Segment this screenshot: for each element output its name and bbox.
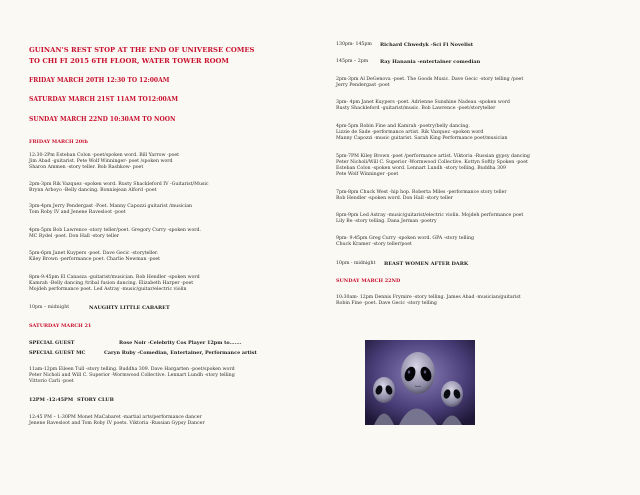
friday-slot-4-line-2: MC Rydel -poet. Don Hall -story teller	[29, 234, 119, 239]
sat-finale-time: 10pm - midnight	[336, 261, 376, 266]
saturday-slot-1-line-3: Vittorio Carli -poet	[29, 379, 74, 384]
title-line-1: GUINAN'S REST STOP AT THE END OF UNIVERSE COMES	[29, 46, 255, 54]
special-guest-label: SPECIAL GUEST	[29, 340, 75, 346]
friday-finale-time: 10pm – midnight	[29, 305, 70, 310]
sat-slot-8pm-line-2: Lily Be -story telling. Dana Jerman -poetry	[336, 219, 437, 224]
friday-slot-3-line-1: 3pm-4pm Jerry Pendergast -Poet. Manny Capozzi guitarist /musician	[29, 204, 193, 209]
friday-slot-1-line-2: Jim Abad -guitarist. Pete Wolf Winninger- poet /spoken word	[29, 159, 173, 164]
saturday-slot-3-line-1: 12:45 PM – 1:30PM Monet MaCabaret -martial arts/performance dancer	[29, 415, 202, 420]
sat-slot-5pm-line-1: 5pm-7PM Kiley Brown -poet /performance artist. Viktoria -Russian gypsy dancing	[336, 154, 530, 159]
friday-slot-6-line-2: Kamrah -Belly dancing /tribal fusion dancing. Elizabeth Harper -poet	[29, 281, 194, 286]
friday-slot-2-line-1: 2pm-3pm Rik Vazquez -spoken word. Rusty Shackleford IV -Guitarist/Music	[29, 182, 209, 187]
sat-slot-9pm-line-1: 9pm- 9:45pm Greg Curry -spoken word. GPA -story telling	[336, 236, 475, 241]
special-guest-text: Rose Noir -Celebrity Cos Player 12pm to.......	[119, 340, 242, 346]
sat-slot-3pm-line-2: Rusty Shackleford -guitarist/music. Bob Lawrence -poet/storyteller	[336, 106, 496, 111]
friday-slot-5-line-1: 5pm-6pm Janet Kuypers -poet. Dave Gecic -storyteller.	[29, 251, 159, 256]
sat-slot-4pm-line-3: Manny Capozzi -music guitarist. Sarah King Performance poet/musician	[336, 136, 508, 141]
sunday-slot-1-line-2: Robin Fine -poet. Dave Gecic -story telling	[336, 301, 437, 306]
sat-slot-130-time: 130pm- 145pm	[336, 42, 372, 47]
sat-slot-5pm-line-4: Pete Wolf Winninger -poet	[336, 172, 399, 177]
sunday-hours: SUNDAY MARCH 22ND 10:30AM TO NOON	[29, 116, 176, 123]
sunday-heading: SUNDAY MARCH 22ND	[336, 278, 401, 284]
sat-slot-2pm-line-2: Jerry Pendergast -poet	[336, 83, 390, 88]
story-club-time: 12PM -12:45PM	[29, 397, 74, 403]
title-line-2: TO CHI FI 2015 6TH FLOOR, WATER TOWER ROOM	[29, 57, 229, 65]
sat-slot-7pm-line-1: 7pm-8pm Chuck West -hip hop. Roberta Miles -performance story teller	[336, 190, 507, 195]
special-guest-mc-text: Caryn Ruby -Comedian, Entertainer, Performance artist	[104, 350, 257, 356]
friday-slot-4-line-1: 4pm-5pm Bob Lawrence -story teller/poet. Gregory Curry -spoken word.	[29, 228, 202, 233]
sat-slot-145-text: Ray Hanania -entertainer comedian	[380, 59, 481, 65]
sat-finale-title: BEAST WOMEN AFTER DARK	[384, 261, 469, 267]
saturday-slot-1-line-1: 11am-12pm Eileen Tull -story telling. Buddha 309. Dave Hargarten -poet/spoken word	[29, 367, 235, 372]
story-club-title: STORY CLUB	[77, 397, 114, 403]
sat-slot-145-time: 145pm – 2pm	[336, 59, 369, 64]
saturday-heading: SATURDAY MARCH 21	[29, 323, 92, 329]
sat-slot-3pm-line-1: 3pm- 4pm Janet Kuypers -poet. Adrienne Sunshine Nadeau -spoken word	[336, 100, 510, 105]
friday-heading: FRIDAY MARCH 20th	[29, 139, 88, 145]
friday-slot-6-line-3: Mojdeh performance poet. Led Astray -music/guitar/electric violin	[29, 287, 187, 292]
sat-slot-4pm-line-1: 4pm-5pm Robin Fine and Kamrah -poetry/belly dancing.	[336, 124, 470, 129]
special-guest-mc-label: SPECIAL GUEST MC	[29, 350, 86, 356]
saturday-slot-1-line-2: Peter Nicholi and Will C. Superior -Wormwood Collective. Lennart Lundh -story telling	[29, 373, 235, 378]
sat-slot-9pm-line-2: Chuck Kramer -story teller/poet	[336, 242, 412, 247]
sat-slot-8pm-line-1: 8pm-9pm Led Astray -music/guitarist/electric violin. Mojdeh performance poet	[336, 213, 524, 218]
sunday-slot-1-line-1: 10:30am- 12pm Dennis Frymire -story telling. James Abad -musician/guitarist	[336, 295, 521, 300]
sat-slot-5pm-line-3: Esteban Colon -spoken word. Lennart Lundh -story telling. Buddha 309	[336, 166, 506, 171]
sat-slot-7pm-line-2: Rob Hendler -spoken word. Don Hall -story teller	[336, 196, 453, 201]
friday-hours: FRIDAY MARCH 20TH 12:30 TO 12:00AM	[29, 77, 170, 84]
saturday-slot-3-line-2: Jenene Ravesloot and Tom Roby IV poets. Viktoria -Russian Gypsy Dancer	[29, 421, 205, 426]
sat-slot-2pm-line-1: 2pm-3pm Al DeGenova -poet. The Goods Music. Dave Gecic -story telling /poet	[336, 77, 524, 82]
friday-slot-6-line-1: 8pm-9:45pm El Canasza -guitarist/musician. Rob Hendler -spoken word	[29, 275, 200, 280]
grey-aliens-illustration	[365, 340, 475, 425]
friday-finale-title: NAUGHTY LITTLE CABARET	[89, 305, 170, 311]
friday-slot-1-line-3: Sharon Ammen -story teller. Bob Rashkow- poet	[29, 165, 144, 170]
sat-slot-5pm-line-2: Peter Nicholi/Will C. Superior -Wormwood Collective. Kottyn Softly Spoken -poet	[336, 160, 528, 165]
friday-slot-1-line-1: 12:30-2Pm Esteban Colon -poet/spoken word. Bill Yarrow -poet	[29, 153, 180, 158]
sat-slot-4pm-line-2: Lizzie de Sade -performance artist. Rik Vazquez -spoken word	[336, 130, 484, 135]
friday-slot-3-line-2: Tom Roby IV and Jenene Ravesloot -poet	[29, 210, 126, 215]
saturday-hours: SATURDAY MARCH 21ST 11AM TO12:00AM	[29, 96, 178, 103]
sat-slot-130-text: Richard Chwedyk -Sci Fi Novelist	[380, 42, 474, 48]
friday-slot-5-line-2: Kiley Brown -performance poet. Charlie Newman -poet	[29, 257, 161, 262]
friday-slot-2-line-2: Brynn Arboyo -Belly dancing. Bonniejean Alford -poet	[29, 188, 157, 193]
